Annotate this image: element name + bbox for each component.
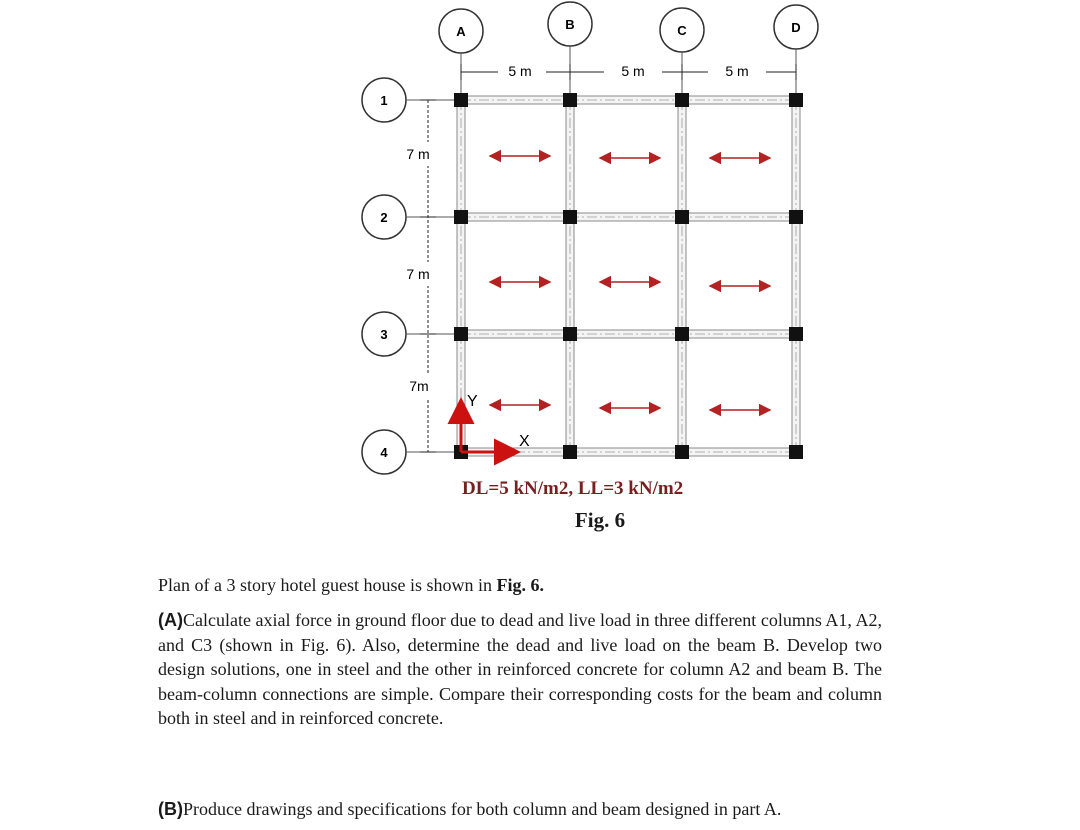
y-span-label-1: 7 m [406,146,430,162]
part-a-label: (A) [158,610,183,630]
figure-caption: Fig. 6 [574,508,626,532]
intro-figure-ref: Fig. 6. [496,575,544,595]
part-b-paragraph [158,797,882,822]
column-bubble-b [548,2,592,46]
x-span-label-2: 5 m [621,63,645,79]
row-bubble-2 [362,195,406,239]
column-label-c: C [677,23,687,38]
columns [454,93,803,459]
part-b-label: (B) [158,799,183,819]
column-bubble-a [439,9,483,53]
column-label-a: A [456,24,466,39]
intro-paragraph [158,573,882,598]
y-span-label-2: 7 m [406,266,430,282]
column-bubble-d [774,5,818,49]
column-label-d: D [791,20,801,35]
row-label-3: 3 [380,327,388,342]
y-dimension-line [392,100,446,452]
y-span-label-3: 7m [409,378,429,394]
row-bubble-3 [362,312,406,356]
row-label-1: 1 [380,93,388,108]
load-caption: DL=5 kN/m2, LL=3 kN/m2 [462,478,684,499]
part-b-text: Produce drawings and specifications for both column and beam designed in part A. [183,799,782,819]
intro-text: Plan of a 3 story hotel guest house is shown in [158,575,492,595]
column-grid-bubbles [439,2,818,53]
column-bubble-c [660,8,704,52]
row-label-2: 2 [380,210,388,225]
y-axis-label: Y [467,393,478,410]
column-label-b: B [565,17,575,32]
row-bubble-4 [362,430,406,474]
row-label-4: 4 [380,445,388,460]
vertical-beams [457,100,800,452]
x-dimension-line [461,60,796,80]
slab-span-arrows [490,156,770,410]
x-axis-label: X [519,433,530,450]
part-a-text: Calculate axial force in ground floor due to dead and live load in three different columns A1, A2, and C3 (shown in Fig. 6). Also, determine the dead and live load on the beam B. Develop two design solutions, one in steel and the other in reinforced concrete for column A2 and beam B. The beam-column connections are simple. Compare their corresponding costs for the beam and column both in steel and in reinforced concrete. [158,610,882,728]
beam-centrelines [461,100,796,452]
xy-axes [461,393,530,452]
row-bubble-1 [362,78,406,122]
part-a-paragraph [158,608,882,731]
horizontal-beams [461,96,796,456]
x-span-label-1: 5 m [508,63,532,79]
x-span-label-3: 5 m [725,63,749,79]
